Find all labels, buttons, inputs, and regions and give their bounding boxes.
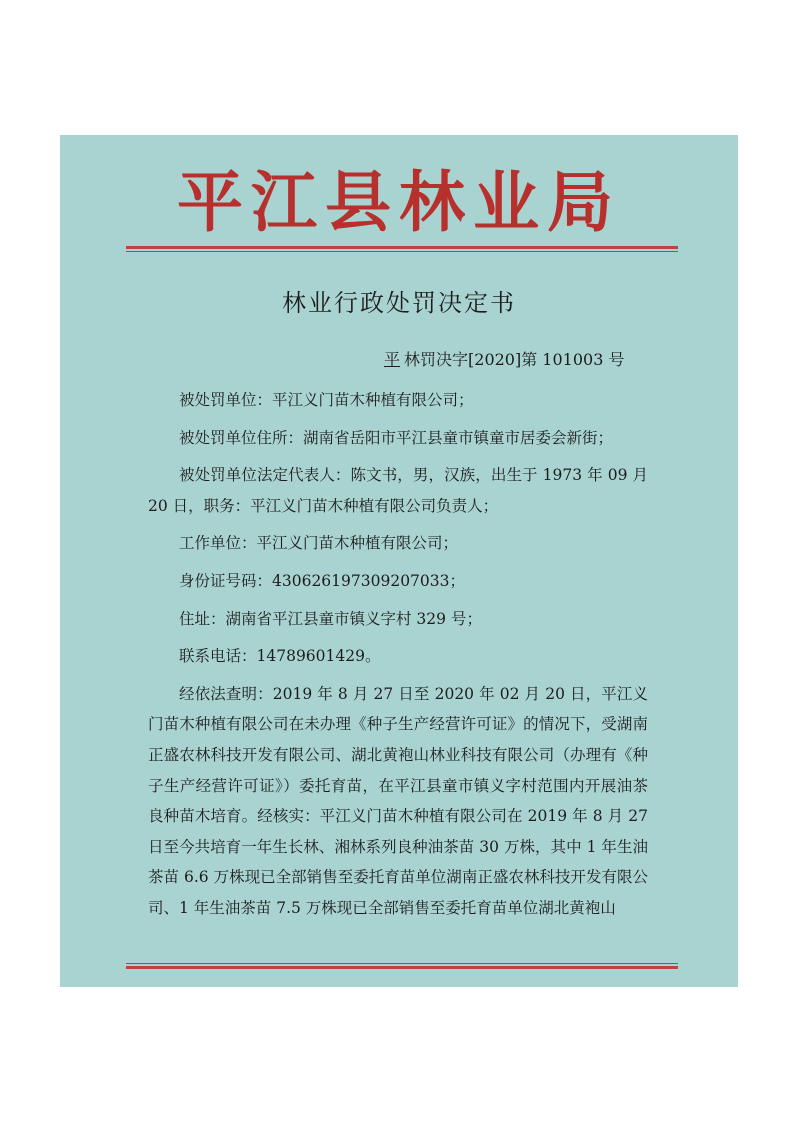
footer-divider — [126, 963, 678, 969]
document-body — [148, 385, 648, 924]
document-number-value: 林罚决字[2020]第 101003 号 — [404, 350, 625, 369]
document-page — [60, 135, 738, 987]
contact-phone: 联系电话：14789601429。 — [179, 647, 381, 666]
agency-header: 平江县林业局 — [177, 164, 621, 241]
findings-paragraph: 经依法查明：2019 年 8 月 27 日至 2020 年 02 月 20 日，平江义门苗木种植有限公司在未办理《种子生产经营许可证》的情况下，受湖南正盛农林科技开发有限公司、湖北黄袍山林业科技有限公司（办理有《种子生产经营许可证》）委托育苗，在平江县童市镇义字村范围内开展油茶良种苗木培育。经核实：平江义门苗木种植有限公司在 2019 年 8 月 27 日至今共培育一年生长林、湘林系列良种油茶苗 30 万株，其中 1 年生油茶苗 6.6 万株现已全部销售至委托育苗单位湖南正盛农林科技开发有限公司、1 年生油茶苗 7.5 万株现已全部销售至委托育苗单位湖北黄袍山 — [148, 684, 648, 917]
work-unit: 工作单位：平江义门苗木种植有限公司； — [179, 534, 459, 553]
entity-address: 被处罚单位住所：湖南省岳阳市平江县童市镇童市居委会新街； — [179, 428, 614, 447]
punished-entity: 被处罚单位：平江义门苗木种植有限公司； — [179, 391, 474, 409]
residence: 住址：湖南省平江县童市镇义字村 329 号； — [179, 609, 482, 628]
document-title: 林业行政处罚决定书 — [282, 289, 516, 317]
legal-representative: 被处罚单位法定代表人：陈文书，男，汉族，出生于 1973 年 09 月 20 日，职务：平江义门苗木种植有限公司负责人； — [148, 466, 648, 515]
document-number-prefix: 平 — [384, 350, 401, 369]
id-number: 身份证号码：430626197309207033； — [179, 571, 466, 590]
header-divider — [126, 246, 678, 252]
document-number — [380, 347, 624, 370]
